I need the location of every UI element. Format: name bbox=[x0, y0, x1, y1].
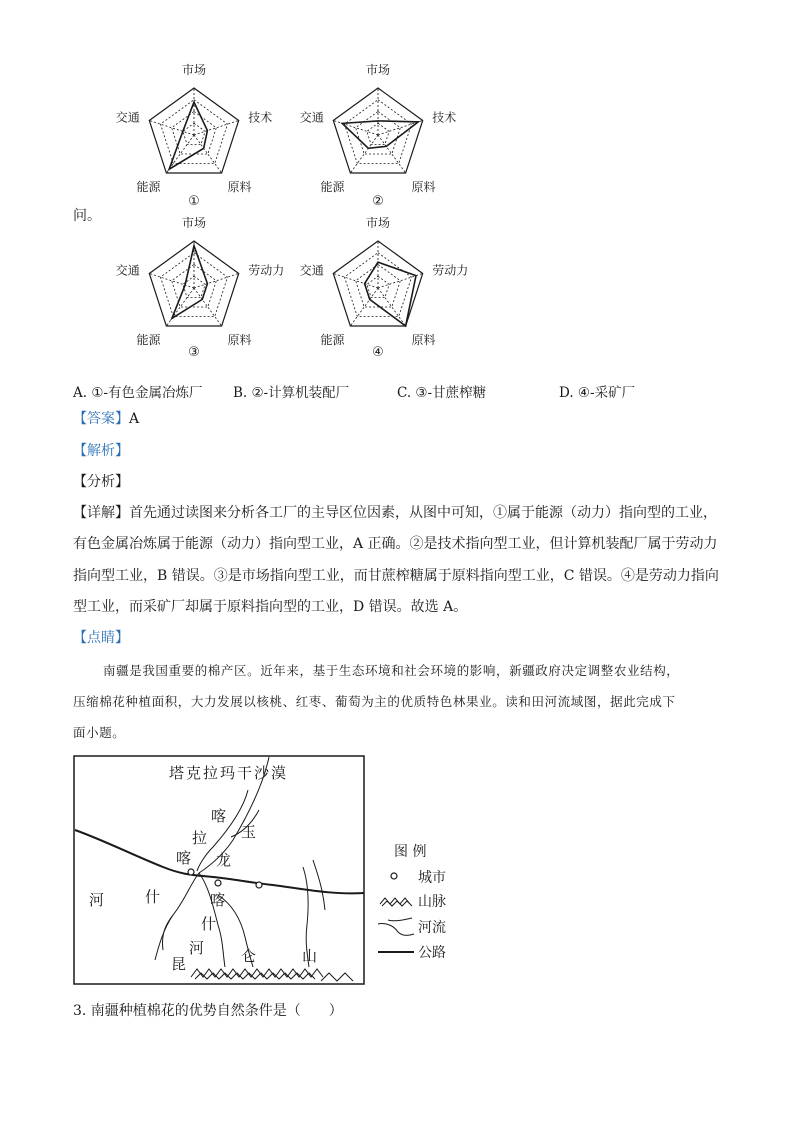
map-legend bbox=[374, 836, 464, 966]
radar-axis-label: 市场 bbox=[365, 216, 391, 230]
radar-axis-label: 劳动力 bbox=[248, 263, 285, 278]
radar-axis-label: 市场 bbox=[365, 63, 391, 77]
radar-chart-1 bbox=[116, 62, 272, 209]
option-d: D. ④-采矿厂 bbox=[559, 385, 636, 401]
detail-text-1: 首先通过读图来分析各工厂的主导区位因素，从图中可知，①属于能源（动力）指向型的工业， bbox=[129, 505, 717, 521]
map-char-ka1: 喀 bbox=[211, 807, 227, 825]
detail-line-3: 指向型工业，B 错误。③是市场指向型工业，而甘蔗榨糖属于原料指向型工业，C 错误。④是劳动力指向 bbox=[73, 568, 719, 584]
radar-chart-number: ② bbox=[372, 194, 384, 209]
option-a: A. ①-有色金属冶炼厂 bbox=[73, 385, 203, 401]
radar-charts bbox=[0, 0, 794, 365]
map-char-he2: 河 bbox=[189, 939, 205, 957]
radar-axis-label: 交通 bbox=[115, 263, 140, 278]
radar-axis-label: 交通 bbox=[299, 263, 324, 278]
detail-line-4: 型工业，而采矿厂却属于原料指向型的工业，D 错误。故选 A。 bbox=[73, 599, 468, 615]
passage-line-1: 南疆是我国重要的棉产区。近年来，基于生态环境和社会环境的影响，新疆政府决定调整农业结构， bbox=[103, 663, 680, 678]
answer-line bbox=[73, 404, 139, 435]
map-char-kun: 昆 bbox=[171, 955, 187, 973]
answer-tag: 【答案】 bbox=[73, 411, 129, 427]
detail-line-1 bbox=[73, 498, 717, 529]
map-char-shi1: 什 bbox=[145, 888, 161, 906]
map-char-la: 拉 bbox=[192, 829, 208, 847]
answer-value: A bbox=[129, 411, 140, 427]
legend-title: 图 例 bbox=[394, 844, 427, 860]
city-marker bbox=[215, 880, 221, 886]
map-char-he1: 河 bbox=[89, 891, 105, 909]
radar-axis-label: 技术 bbox=[248, 110, 273, 125]
radar-axis-label: 劳动力 bbox=[432, 263, 469, 278]
map-char-yu: 玉 bbox=[241, 823, 257, 841]
radar-axis-label: 原料 bbox=[411, 333, 436, 348]
radar-axis-label: 能源 bbox=[320, 180, 345, 195]
radar-data-polygon bbox=[169, 102, 207, 169]
fenxi-tag: 【分析】 bbox=[73, 474, 129, 490]
city-marker bbox=[188, 869, 194, 875]
radar-axis-label: 原料 bbox=[227, 180, 252, 195]
radar-axis-label: 交通 bbox=[299, 110, 324, 125]
desert-label: 塔克拉玛干沙漠 bbox=[169, 764, 289, 782]
legend-road: 公路 bbox=[418, 945, 446, 961]
mountain-legend-icon bbox=[380, 898, 412, 906]
radar-axis-label: 市场 bbox=[181, 216, 207, 230]
map-char-shan: 山 bbox=[302, 947, 318, 965]
hetian-river-map bbox=[73, 755, 373, 987]
option-b: B. ②-计算机装配厂 bbox=[233, 385, 350, 401]
radar-chart-3 bbox=[116, 215, 284, 360]
map-char-long: 龙 bbox=[216, 851, 232, 869]
radar-axis-label: 市场 bbox=[181, 63, 207, 77]
city-legend-icon bbox=[391, 873, 397, 879]
radar-axis-label: 交通 bbox=[115, 110, 140, 125]
radar-axis-label: 原料 bbox=[411, 180, 436, 195]
question-3: 3. 南疆种植棉花的优势自然条件是（ ） bbox=[73, 1003, 343, 1019]
radar-chart-2 bbox=[300, 62, 456, 209]
option-c: C. ③-甘蔗榨糖 bbox=[397, 385, 487, 401]
radar-axis-label: 能源 bbox=[136, 180, 161, 195]
map-char-shi2: 什 bbox=[201, 915, 217, 933]
radar-axis-label: 能源 bbox=[136, 333, 161, 348]
radar-axis-label: 能源 bbox=[320, 333, 345, 348]
radar-chart-number: ③ bbox=[188, 345, 200, 360]
map-char-ka3: 喀 bbox=[210, 891, 226, 909]
legend-city: 城市 bbox=[418, 870, 446, 886]
map-frame bbox=[74, 756, 364, 984]
map-char-lun: 仑 bbox=[241, 947, 257, 965]
map-char-ka2: 喀 bbox=[176, 849, 192, 867]
radar-axis-label: 技术 bbox=[432, 110, 457, 125]
radar-axis-label: 原料 bbox=[227, 333, 252, 348]
radar-chart-4 bbox=[300, 215, 468, 360]
radar-chart-number: ① bbox=[188, 194, 200, 209]
dianjing-tag: 【点睛】 bbox=[73, 630, 129, 646]
city-marker bbox=[256, 882, 262, 888]
analysis-tag: 【解析】 bbox=[73, 443, 129, 459]
detail-tag: 【详解】 bbox=[73, 505, 129, 521]
detail-line-2: 有色金属冶炼属于能源（动力）指向型工业，A 正确。②是技术指向型工业，但计算机装配厂属于劳动力 bbox=[73, 536, 718, 552]
legend-mountain: 山脉 bbox=[418, 894, 446, 910]
passage-line-3: 面小题。 bbox=[73, 725, 126, 740]
legend-river: 河流 bbox=[418, 920, 446, 936]
radar-chart-number: ④ bbox=[372, 345, 384, 360]
intro-fragment: 问。 bbox=[73, 208, 101, 224]
passage-line-2: 压缩棉花种植面积，大力发展以核桃、红枣、葡萄为主的优质特色林果业。读和田河流域图，据此完成下 bbox=[73, 694, 676, 709]
river-legend-icon bbox=[378, 918, 414, 935]
